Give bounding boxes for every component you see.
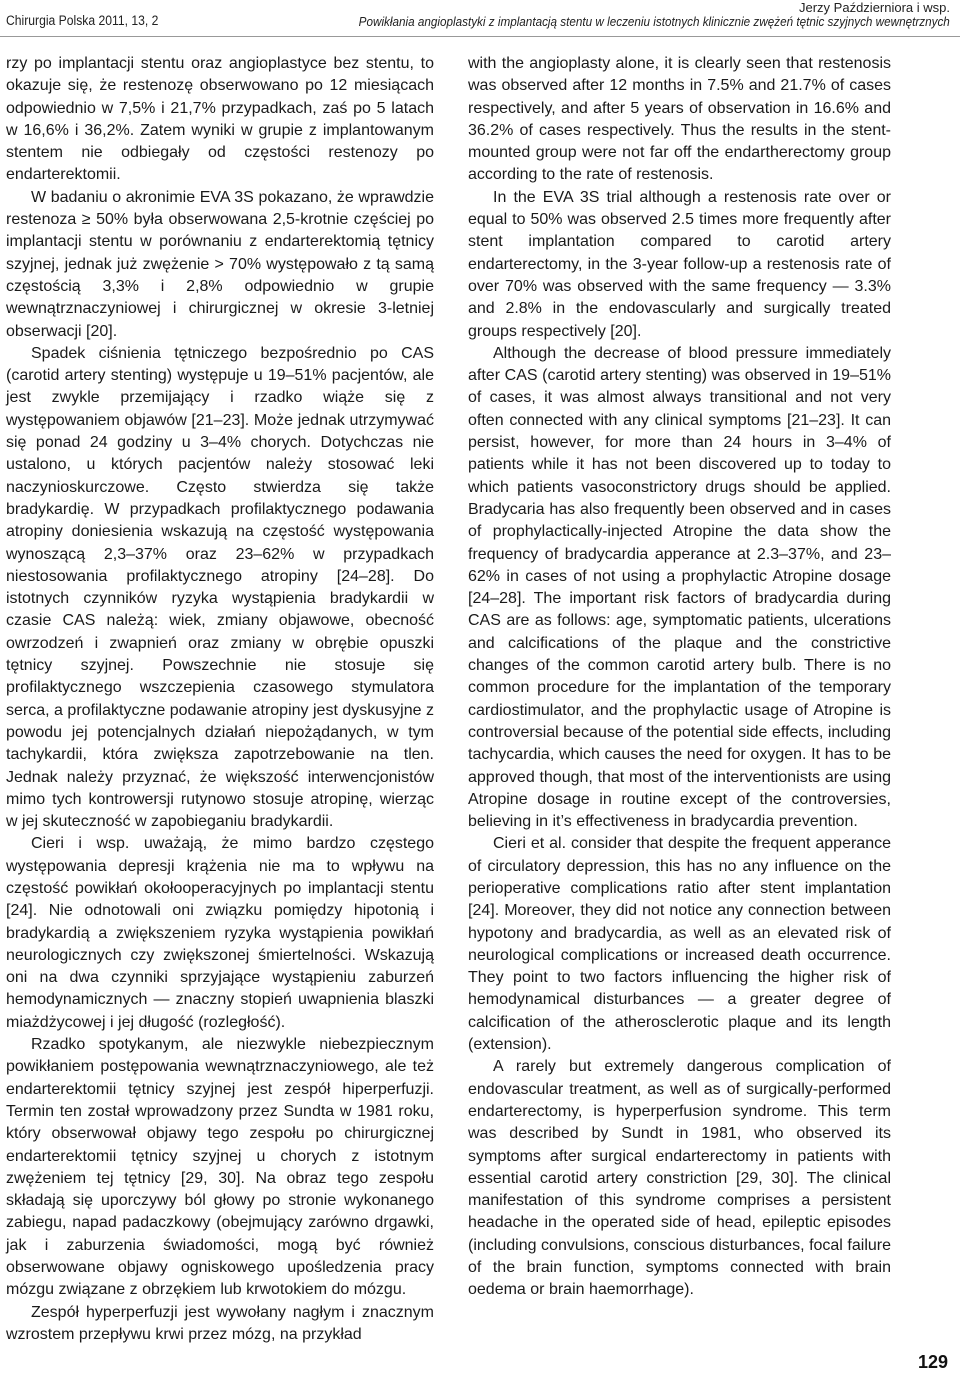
page-header <box>0 0 960 40</box>
paragraph: Cieri i wsp. uważają, że mimo bardzo częstego występowania depresji krążenia nie ma to wpływu na częstość powikłań okołooperacyjnych po implantacji stentu [24]. Nie odnotowali oni związku pomiędzy hipotonią i bradykardią a zwiększeniem ryzyka wystąpienia powikłań neurologicznych czy zwiększonej śmiertelności. Wskazują oni na dwa czynniki sprzyjające wystąpieniu zaburzeń hemodynamicznych — znaczny stopień uwapnienia blaszki miażdżycowej i jej długość (rozległość). <box>6 835 434 1031</box>
journal-citation: Chirurgia Polska 2011, 13, 2 <box>6 13 159 28</box>
page-number: 129 <box>918 1352 949 1372</box>
right-column-english <box>468 53 891 1302</box>
paragraph: rzy po implantacji stentu oraz angioplastyce bez stentu, to okazuje się, że restenozę obserwowano po 12 miesiącach odpowiednio w 7,5% i 21,7% przypadkach, zaś po 5 latach w 16,6% i 36,2%. Zatem wyniki w grupie z implantowanym stentem nie odbiegały od częstości restenozy po endarterektomii. <box>6 55 434 184</box>
paragraph: with the angioplasty alone, it is clearly seen that restenosis was observed after 12 months in 7.5% and 21.7% of cases respectively, and after 5 years of observation in 16.6% and 36.2% of cases respectively. Thus the results in the stent-mounted group were not far off the endartherectomy group according to the rate of restenosis. <box>468 55 891 184</box>
left-column-polish <box>6 53 434 1346</box>
running-title: Powikłania angioplastyki z implantacją stentu w leczeniu istotnych klinicznie zwężeń tętnic szyjnych wewnętrznych <box>358 14 950 29</box>
paragraph: Although the decrease of blood pressure immediately after CAS (carotid artery stenting) was observed in 19–51% of cases, it was almost always transitional and not very often connected with any clinical symptoms [21–23]. It can persist, however, for more than 24 hours in 3–4% of patients while it has not been discovered up to today to which patients vasoconstrictory drugs should be applied. Bradycaria has also frequently been observed and in cases of prophylactically-injected Atropine the data show the frequency of bradycardia apperance at 2.3–37%, and 23–62% in cases of not using a prophylactic Atropine dosage [24–28]. The important risk factors of bradycardia during CAS are as follows: age, symptomatic patients, ulcerations and calcifications of the plaque and the constrictive changes of the common carotid artery bulb. There is no common procedure for the implantation of the temporary cardiostimulator, and the prophylactic usage of Atropine is controversial because of the potential side effects, including tachycardia, which causes the need for oxygen. It has to be approved though, that most of the interventionists are using Atropine dosage in routine except of the controversies, believing in it’s effectiveness in bradycardia prevention. <box>468 344 891 831</box>
running-author: Jerzy Październiora i wsp. <box>799 0 950 15</box>
paragraph: Zespół hyperperfuzji jest wywołany nagłym i znacznym wzrostem przepływu krwi przez mózg, na przykład <box>6 1303 434 1343</box>
paragraph: In the EVA 3S trial although a restenosis rate over or equal to 50% was observed 2.5 times more frequently after stent implantation compared to carotid artery endarterectomy, in the 3-year follow-up a restenosis rate of over 70% was observed with the same frequency — 3.3% and 2.8% in the endovascularly and surgically treated groups respectively [20]. <box>468 188 891 340</box>
header-rule <box>0 36 960 37</box>
paragraph: W badaniu o akronimie EVA 3S pokazano, że wprawdzie restenoza ≥ 50% była obserwowana 2,5-krotnie częściej po implantacji stentu w porównaniu z endarterektomią tętnicy szyjnej, jednak już zwężenie > 70% występowało z tą samą częstością 3,3% i 2,8% odpowiednio w grupie wewnątrznaczyniowej i chirurgicznej w okresie 3-letniej obserwacji [20]. <box>6 188 434 340</box>
paragraph: A rarely but extremely dangerous complication of endovascular treatment, as well as of surgically-performed endarterectomy, is hyperperfusion syndrome. This term was described by Sundt in 1981, who observed its symptoms after surgical endarterectomy in patients with essential carotid artery constriction [29, 30]. The clinical manifestation of this syndrome comprises a persistent headache in the operated side of head, epileptic episodes (including convulsions, conscious disturbances, focal failure of the brain function, symptoms connected with brain oedema or brain haemorrhage). <box>468 1058 891 1299</box>
paragraph: Cieri et al. consider that despite the frequent apperance of circulatory depression, this has no any influence on the perioperative complications ratio after stent implantation [24]. Moreover, they did not notice any connection between hypotony and bradycardia, as well as an elevated risk of neurological complications or increased death occurrence. They point to two factors influencing the higher risk of hemodynamical disturbances — a greater degree of calcification of the atherosclerotic plaque and its length (extension). <box>468 835 891 1054</box>
paragraph: Rzadko spotykanym, ale niezwykle niebezpiecznym powikłaniem postępowania wewnątrznaczyniowego, ale też endarterektomii tętnicy szyjnej jest zespół hiperperfuzji. Termin ten został wprowadzony przez Sundta w 1981 roku, który obserwował objawy tego zespołu po chirurgicznej endarterektomii tętnicy szyjnej u chorych z istotnym zwężeniem tej tętnicy [29, 30]. Na obraz tego zespołu składają się uporczywy ból głowy po stronie wykonanego zabiegu, napad padaczkowy (obejmujący zarówno drgawki, jak i zaburzenia świadomości, mogą być również obserwowane objawy ogniskowego upośledzenia pracy mózgu związane z obrzękiem lub krwotokiem do mózgu. <box>6 1036 434 1299</box>
paragraph: Spadek ciśnienia tętniczego bezpośrednio po CAS (carotid artery stenting) występuje u 19–51% pacjentów, ale jest zwykle przemijający i rzadko wiąże się z występowaniem objawów [21–23]. Może jednak utrzymywać się ponad 24 godziny u 3–4% chorych. Dotychczas nie ustalono, u których pacjentów należy stosować leki naczynioskurczowe. Często stwierdza się także bradykardię. W przypadkach profilaktycznego podawania atropiny doniesienia wskazują na częstość występowania wynoszącą 2,3–37% oraz 23–62% w przypadkach niestosowania profilaktycznego atropiny [24–28]. Do istotnych czynników ryzyka wystąpienia bradykardii w czasie CAS należą: wiek, zmiany objawowe, obecność owrzodzeń i zwapnień oraz zmiany w obrębie opuszki tętnicy szyjnej. Powszechnie nie stosuje się profilaktycznego wszczepienia czasowego stymulatora serca, a profilaktyczne podawanie atropiny jest dyskusyjne z powodu jej potencjalnych działań niepożądanych, w tym tachykardii, która zwiększa zapotrzebowanie na tlen. Jednak należy przyznać, że większość interwencjonistów mimo tych kontrowersji rutynowo stosuje atropinę, wierząc w jej skuteczność w zapobieganiu bradykardii. <box>6 344 434 831</box>
